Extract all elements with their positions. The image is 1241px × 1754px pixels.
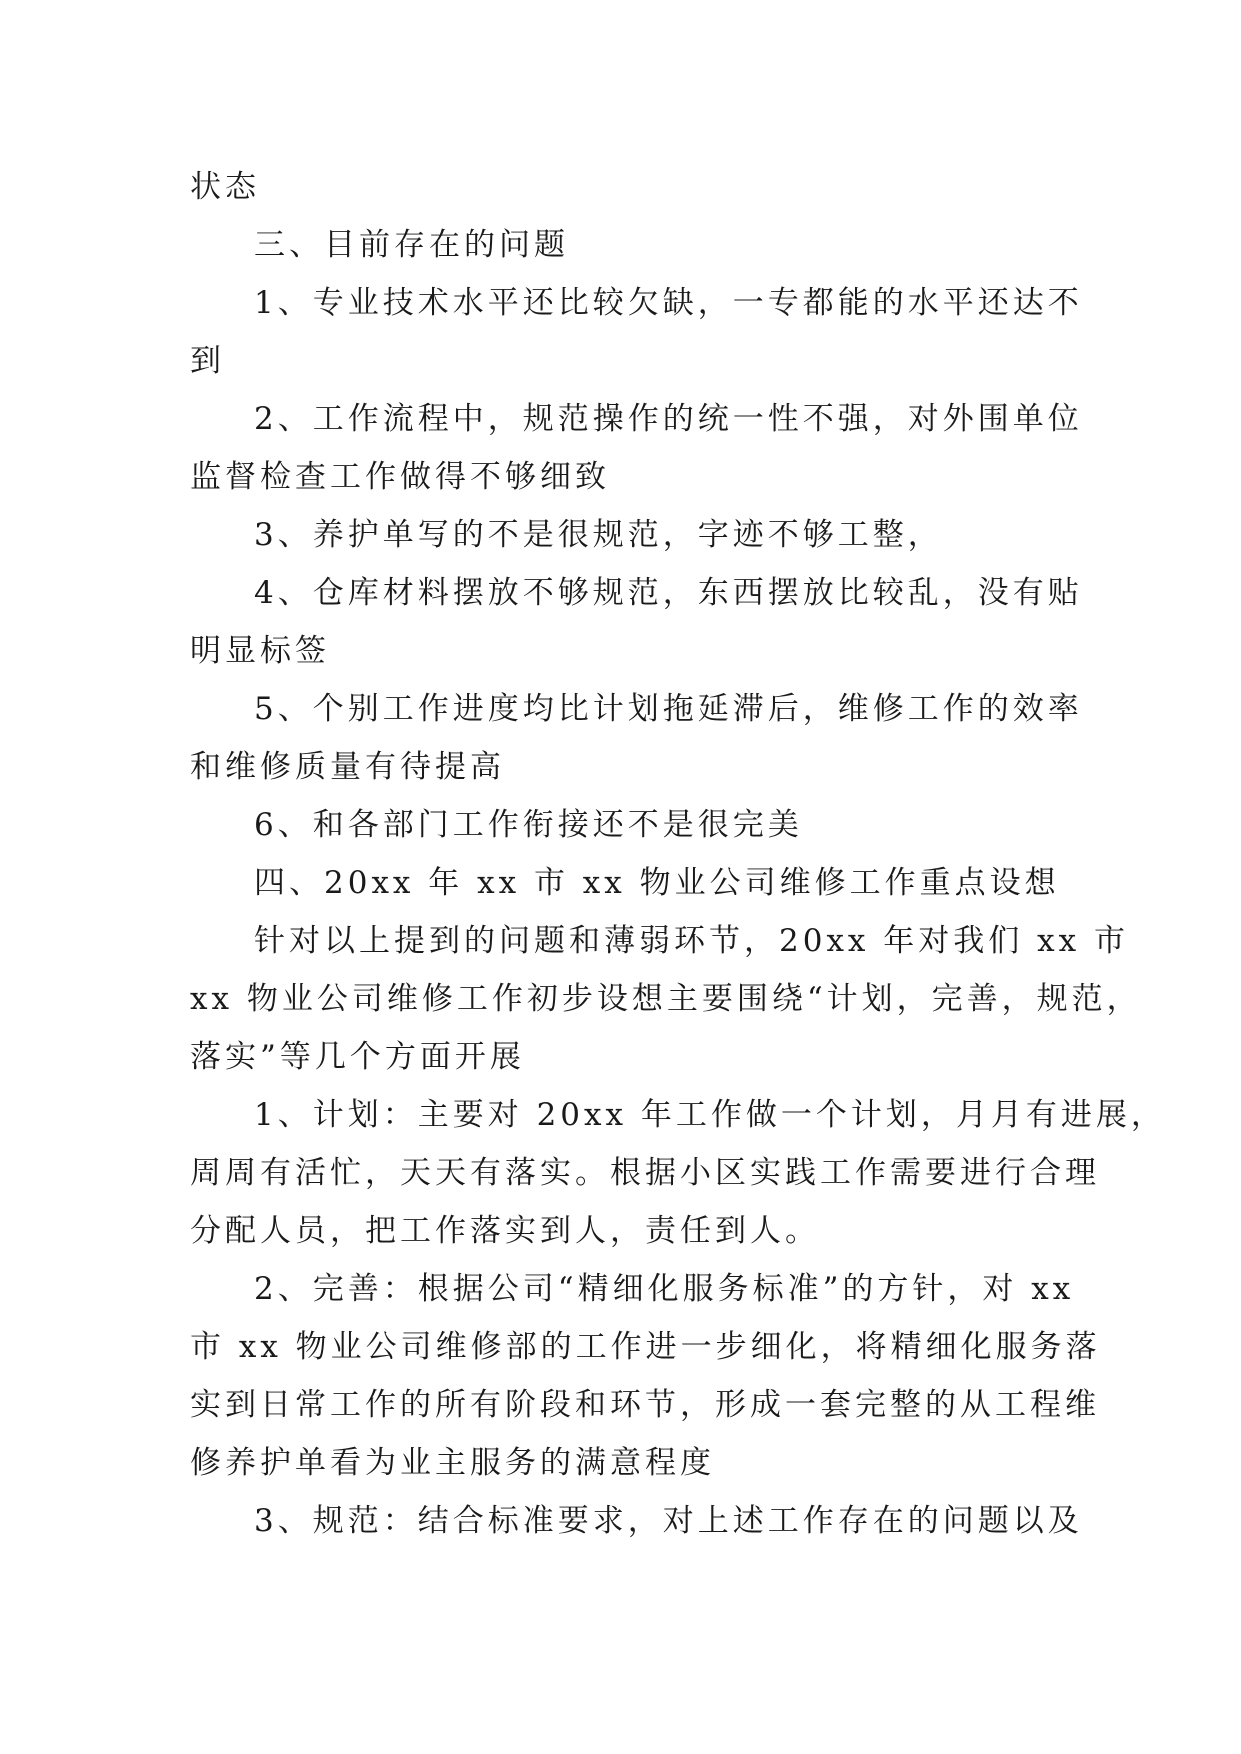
text-line: 修养护单看为业主服务的满意程度	[190, 1445, 715, 1481]
text-line: 2、完善：根据公司“精细化服务标准”的方针，对 xx	[254, 1271, 1075, 1307]
section-heading: 四、20xx 年 xx 市 xx 物业公司维修工作重点设想	[254, 865, 1060, 901]
text-line: 分配人员，把工作落实到人，责任到人。	[190, 1213, 820, 1249]
text-line: 实到日常工作的所有阶段和环节，形成一套完整的从工程维	[190, 1387, 1100, 1423]
text-line: 落实”等几个方面开展	[190, 1039, 525, 1075]
text-line: 和维修质量有待提高	[190, 749, 505, 785]
text-line: 针对以上提到的问题和薄弱环节，20xx 年对我们 xx 市	[254, 923, 1129, 959]
text-line: 周周有活忙，天天有落实。根据小区实践工作需要进行合理	[190, 1155, 1100, 1191]
text-line: 4、仓库材料摆放不够规范，东西摆放比较乱，没有贴	[254, 575, 1083, 611]
text-line: 6、和各部门工作衔接还不是很完美	[254, 807, 803, 843]
text-line: 5、个别工作进度均比计划拖延滞后，维修工作的效率	[254, 691, 1083, 727]
text-line: 状态	[190, 169, 260, 205]
text-line: 市 xx 物业公司维修部的工作进一步细化，将精细化服务落	[190, 1329, 1101, 1365]
text-line: 到	[190, 343, 225, 379]
text-line: 1、专业技术水平还比较欠缺，一专都能的水平还达不	[254, 285, 1083, 321]
text-line: 监督检查工作做得不够细致	[190, 459, 610, 495]
text-line: 3、养护单写的不是很规范，字迹不够工整，	[254, 517, 943, 553]
text-line: 明显标签	[190, 633, 330, 669]
section-heading: 三、目前存在的问题	[254, 227, 569, 263]
text-line: 3、规范：结合标准要求，对上述工作存在的问题以及	[254, 1503, 1083, 1539]
text-line: 1、计划：主要对 20xx 年工作做一个计划，月月有进展，	[254, 1097, 1166, 1133]
text-line: xx 物业公司维修工作初步设想主要围绕“计划，完善，规范，	[190, 981, 1142, 1017]
document-body	[190, 158, 1166, 1550]
text-line: 2、工作流程中，规范操作的统一性不强，对外围单位	[254, 401, 1083, 437]
